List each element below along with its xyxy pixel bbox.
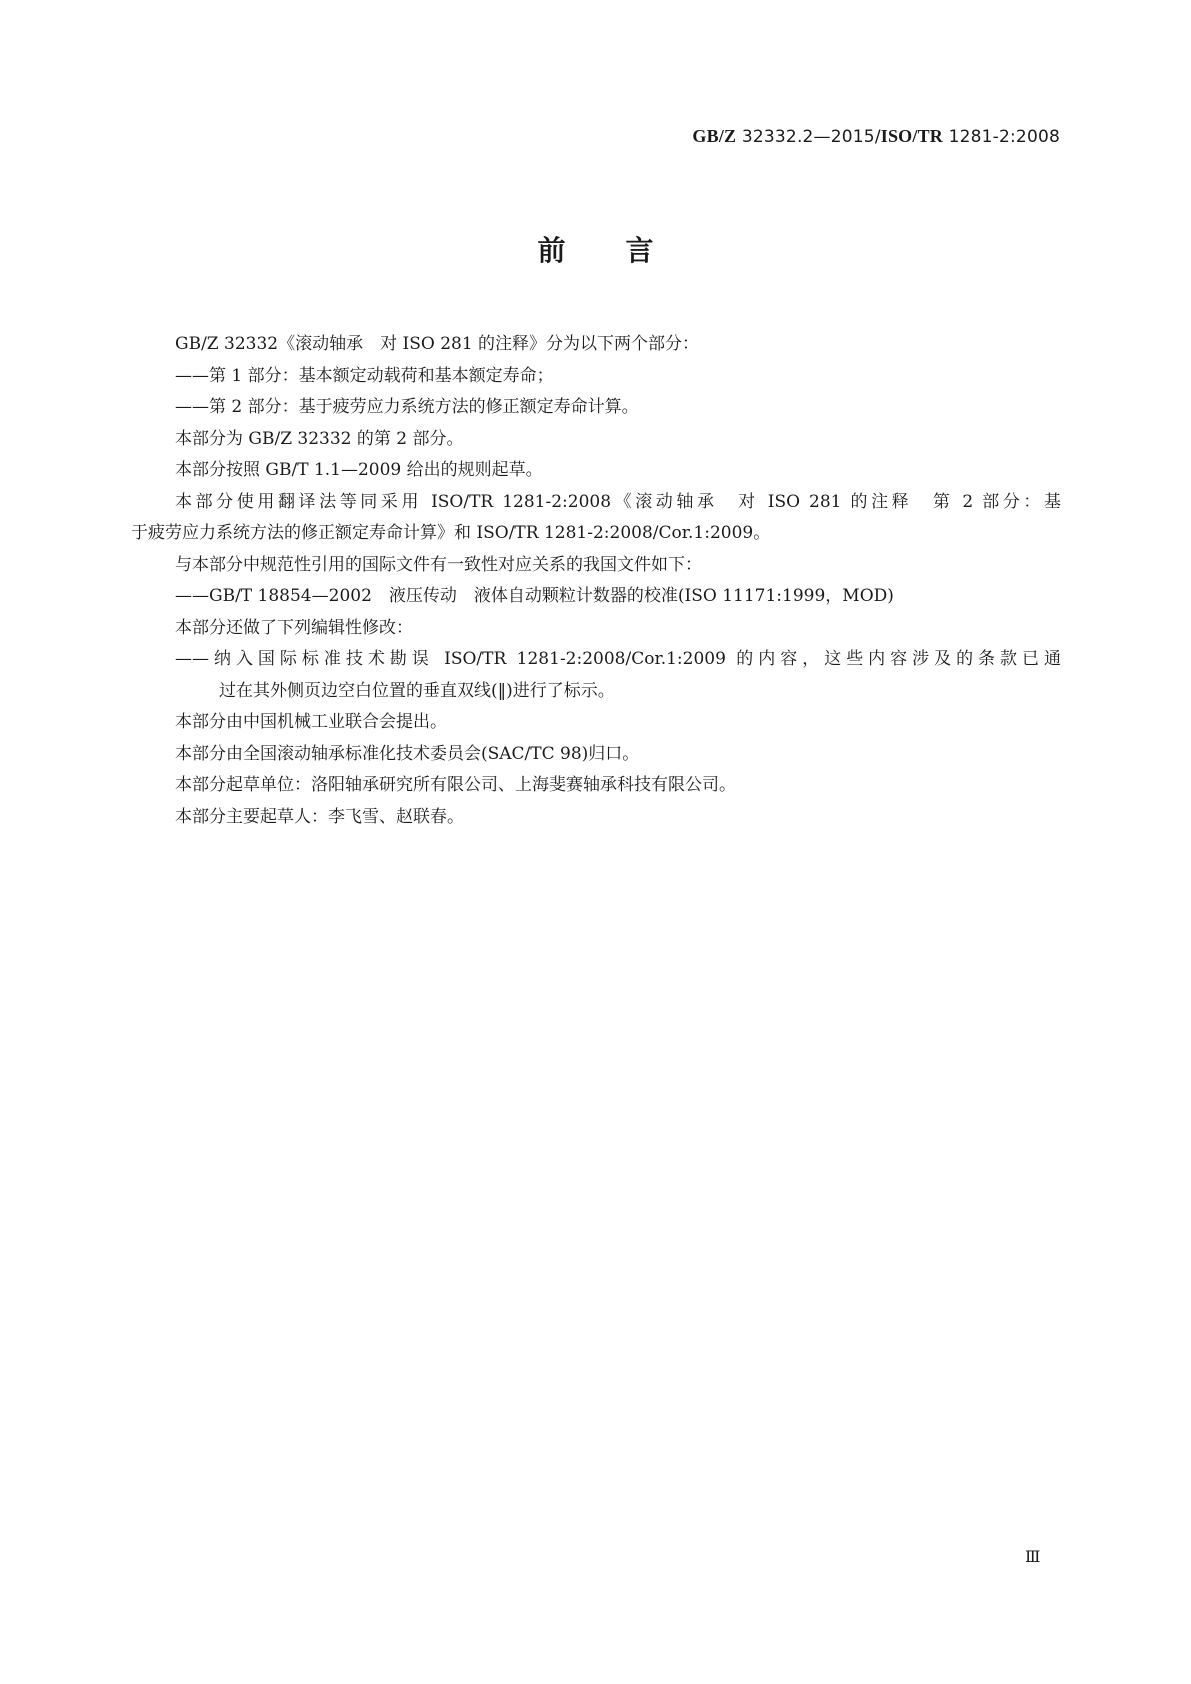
paragraph-line: 本部分还做了下列编辑性修改：: [175, 617, 413, 638]
list-item: ——第 2 部分：基于疲劳应力系统方法的修正额定寿命计算。: [175, 397, 639, 417]
std-code-prefix: GB/Z: [692, 126, 737, 146]
paragraph-line-continued: 于疲劳应力系统方法的修正额定寿命计算》和 ISO/TR 1281-2:2008/Cor.1:2009。: [131, 523, 771, 543]
paragraph-line: 本部分由全国滚动轴承标准化技术委员会(SAC/TC 98)归口。: [175, 743, 640, 764]
paragraph-line: GB/Z 32332《滚动轴承 对 ISO 281 的注释》分为以下两个部分：: [175, 334, 700, 354]
paragraph-line: 本部分由中国机械工业联合会提出。: [175, 712, 447, 732]
list-item: ——第 1 部分：基本额定动载荷和基本额定寿命；: [175, 365, 554, 386]
paragraph-line: 本部分使用翻译法等同采用 ISO/TR 1281-2:2008《滚动轴承 对 ISO 281 的注释 第 2 部分：基: [175, 491, 1061, 512]
foreword-body: [131, 329, 1061, 833]
paragraph-line: 本部分起草单位：洛阳轴承研究所有限公司、上海斐赛轴承科技有限公司。: [175, 775, 736, 795]
std-code-number: 32332.2—2015/: [741, 127, 881, 147]
list-item: ——GB/T 18854—2002 液压传动 液体自动颗粒计数器的校准(ISO 11171:1999，MOD): [175, 586, 894, 606]
iso-code-number: 1281-2:2008: [948, 127, 1060, 147]
paragraph-line: 本部分主要起草人：李飞雪、赵联春。: [175, 806, 464, 827]
paragraph-line: 本部分为 GB/Z 32332 的第 2 部分。: [175, 428, 464, 449]
standard-number-header: [692, 126, 1060, 147]
paragraph-line: 本部分按照 GB/T 1.1—2009 给出的规则起草。: [175, 460, 543, 480]
page-number: Ⅲ: [1025, 1547, 1041, 1566]
paragraph-line: 与本部分中规范性引用的国际文件有一致性对应关系的我国文件如下：: [175, 554, 702, 575]
list-item-continued: 过在其外侧页边空白位置的垂直双线(‖)进行了标示。: [219, 680, 615, 701]
list-item: ——纳入国际标准技术勘误 ISO/TR 1281-2:2008/Cor.1:2009 的内容，这些内容涉及的条款已通: [175, 649, 1061, 669]
iso-code-prefix: ISO/TR: [880, 126, 943, 146]
page-title: 前言: [537, 234, 714, 267]
